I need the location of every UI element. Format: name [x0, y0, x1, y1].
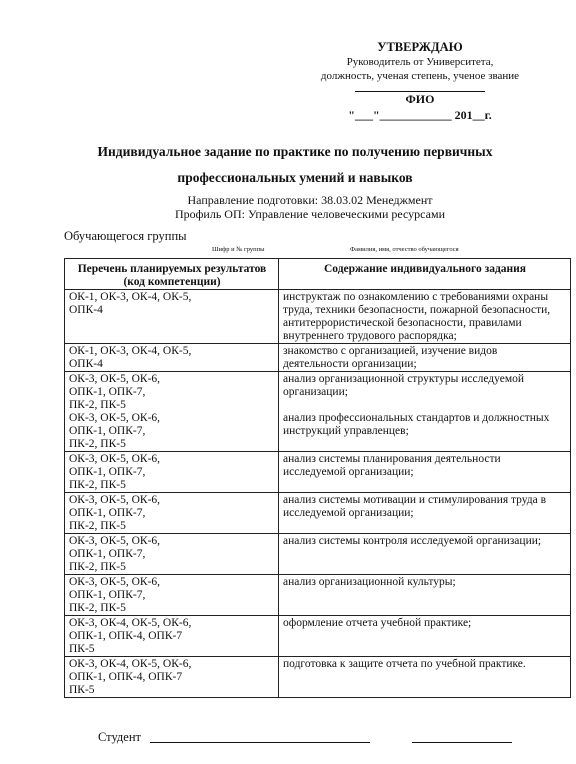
student-signature-line: [412, 742, 512, 743]
competency-code-line: ОПК-1, ОПК-4, ОПК-7: [69, 671, 183, 683]
header-task-content: Содержание индивидуального задания: [279, 259, 571, 290]
task-content-line: деятельности организации;: [283, 358, 417, 370]
task-content-line: организации;: [283, 386, 348, 398]
student-name-line: [150, 742, 370, 743]
table-header-row: [65, 259, 571, 290]
group-code-caption: Шифр и № группы: [212, 246, 265, 253]
task-content-line: знакомство с организацией, изучение видов: [283, 345, 498, 357]
approval-fio: ФИО: [405, 92, 435, 106]
competency-code-line: ПК-5: [69, 684, 95, 696]
competency-code-line: ОПК-4: [69, 358, 103, 370]
competency-codes-cell: [65, 372, 279, 452]
task-content-line: подготовка к защите отчета по учебной практике.: [283, 658, 526, 670]
competency-code-line: ОПК-4: [69, 304, 103, 316]
competency-code-line: ОК-3, ОК-5, ОК-6,: [69, 576, 161, 588]
competency-codes-cell: [65, 344, 279, 372]
approval-position: Руководитель от Университета,: [346, 56, 494, 68]
task-content-cell: [279, 290, 571, 344]
student-name-caption: Фамилия, имя, отчество обучающегося: [350, 246, 459, 253]
competency-codes-cell: [65, 290, 279, 344]
competency-code-line: ПК-2, ПК-5: [69, 520, 126, 532]
task-content-cell: [279, 452, 571, 493]
table-row: [65, 290, 571, 344]
approval-degree: должность, ученая степень, ученое звание: [320, 70, 520, 82]
competency-code-line: ОПК-1, ОПК-7,: [69, 589, 146, 601]
competency-code-line: ОК-3, ОК-5, ОК-6,: [69, 535, 161, 547]
table-row: [65, 372, 571, 452]
table-row: [65, 452, 571, 493]
task-content-line: оформление отчета учебной практике;: [283, 617, 472, 629]
header-competencies-line2: (код компетенции): [123, 276, 221, 288]
student-label: Студент: [98, 730, 141, 744]
competency-code-line: ОК-1, ОК-3, ОК-4, ОК-5,: [69, 345, 192, 357]
competency-code-line: ОК-3, ОК-4, ОК-5, ОК-6,: [69, 617, 192, 629]
task-content-line: анализ системы контроля исследуемой организации;: [283, 535, 542, 547]
task-content-line: анализ профессиональных стандартов и должностных: [283, 412, 550, 424]
competency-code-line: ОК-1, ОК-3, ОК-4, ОК-5,: [69, 291, 192, 303]
approval-title: УТВЕРЖДАЮ: [377, 40, 463, 54]
task-content-cell: [279, 616, 571, 657]
task-content-line: [283, 438, 567, 451]
competency-code-line: ОПК-1, ОПК-7,: [69, 507, 146, 519]
header-competencies-line1: Перечень планируемых результатов: [77, 263, 267, 275]
task-content-cell: [279, 493, 571, 534]
competency-code-line: ПК-2, ПК-5: [69, 561, 126, 573]
task-content-cell: [279, 372, 571, 452]
table-row: [65, 575, 571, 616]
task-content-line: инструкций управленцев;: [283, 425, 409, 437]
competency-code-line: ПК-2, ПК-5: [69, 602, 126, 614]
approval-date: "___"____________ 201__г.: [348, 108, 492, 122]
competency-code-line: ОПК-1, ОПК-7,: [69, 386, 146, 398]
task-content-line: труда, техники безопасности, пожарной безопасности,: [283, 304, 551, 316]
task-content-cell: [279, 534, 571, 575]
competency-code-line: ОПК-1, ОПК-4, ОПК-7: [69, 630, 183, 642]
competency-codes-cell: [65, 452, 279, 493]
task-content-line: внутреннего трудового распорядка;: [283, 330, 457, 342]
competency-code-line: ПК-5: [69, 643, 95, 655]
competency-codes-cell: [65, 657, 279, 698]
competency-code-line: ОК-3, ОК-5, ОК-6,: [69, 453, 161, 465]
task-content-line: исследуемой организации;: [283, 466, 414, 478]
approval-block: [300, 40, 540, 123]
competency-code-line: ПК-2, ПК-5: [69, 438, 126, 450]
competency-code-line: ОК-3, ОК-5, ОК-6,: [69, 412, 161, 424]
table-row: [65, 534, 571, 575]
task-content-line: [283, 399, 567, 412]
task-content-line: инструктаж по ознакомлению с требованиями охраны: [283, 291, 549, 303]
student-group-label: Обучающегося группы: [64, 229, 187, 243]
profile: Профиль ОП: Управление человеческими ресурсами: [174, 207, 445, 221]
task-content-line: анализ организационной культуры;: [283, 576, 456, 588]
competency-codes-cell: [65, 534, 279, 575]
competency-code-line: ПК-2, ПК-5: [69, 479, 126, 491]
competency-code-line: ОПК-1, ОПК-7,: [69, 425, 146, 437]
direction: Направление подготовки: 38.03.02 Менеджмент: [187, 193, 433, 207]
table-row: [65, 616, 571, 657]
competency-code-line: ОК-3, ОК-5, ОК-6,: [69, 373, 161, 385]
task-title-line2: профессиональных умений и навыков: [177, 170, 413, 185]
competency-codes-cell: [65, 493, 279, 534]
competency-code-line: ОПК-1, ОПК-7,: [69, 548, 146, 560]
task-table: [64, 258, 571, 698]
task-content-line: исследуемой организации;: [283, 507, 414, 519]
task-content-line: анализ системы мотивации и стимулирования труда в: [283, 494, 547, 506]
table-row: [65, 344, 571, 372]
competency-code-line: ОК-3, ОК-5, ОК-6,: [69, 494, 161, 506]
task-content-line: анализ организационной структуры исследуемой: [283, 373, 525, 385]
task-content-cell: [279, 657, 571, 698]
competency-codes-cell: [65, 575, 279, 616]
table-row: [65, 657, 571, 698]
task-content-line: анализ системы планирования деятельности: [283, 453, 501, 465]
task-content-cell: [279, 575, 571, 616]
task-title-line1: Индивидуальное задание по практике по получению первичных: [97, 144, 493, 159]
table-row: [65, 493, 571, 534]
task-content-line: антитеррористической безопасности, правилами: [283, 317, 522, 329]
header-competencies: [65, 259, 279, 290]
task-content-cell: [279, 344, 571, 372]
competency-code-line: ОК-3, ОК-4, ОК-5, ОК-6,: [69, 658, 192, 670]
competency-code-line: ПК-2, ПК-5: [69, 399, 126, 411]
competency-codes-cell: [65, 616, 279, 657]
competency-code-line: ОПК-1, ОПК-7,: [69, 466, 146, 478]
